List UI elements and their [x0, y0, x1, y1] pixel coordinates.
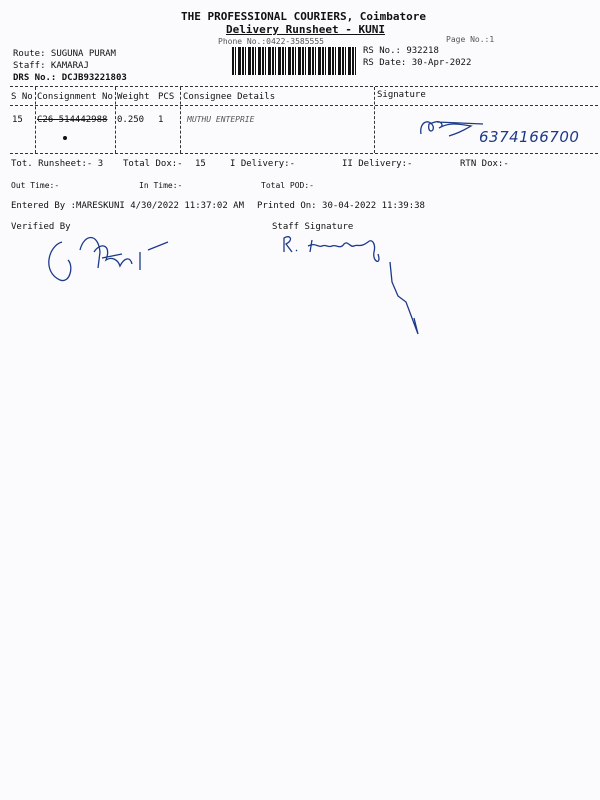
rs-number: RS No.: 932218 [363, 46, 439, 56]
col-divider [180, 87, 181, 153]
row-sno: 15 [12, 115, 23, 125]
col-header-pcs: PCS [158, 92, 175, 102]
total-pod: Total POD:- [261, 181, 314, 190]
total-dox-label: Total Dox:- [123, 159, 183, 169]
table-top-rule [10, 86, 598, 87]
ii-delivery: II Delivery:- [342, 159, 413, 169]
verifier-signature [40, 222, 180, 292]
col-divider [374, 87, 375, 153]
ink-dot [63, 136, 67, 140]
row-consignee: MUTHU ENTEPRIE [187, 115, 255, 124]
col-header-consignment: Consignment No [37, 92, 113, 102]
runsheet-title: Delivery Runsheet - KUNI [226, 23, 385, 36]
table-bottom-rule [10, 153, 598, 154]
barcode [232, 47, 358, 75]
in-time: In Time:- [139, 181, 183, 190]
verified-by-label: Verified By [11, 222, 71, 232]
tot-runsheet: Tot. Runsheet:- 3 [11, 159, 104, 169]
phone-number: Phone No.:0422-3585555 [218, 37, 324, 46]
row-pcs: 1 [158, 115, 164, 125]
row-consignment-no: C26 514442988 [37, 115, 108, 125]
route: Route: SUGUNA PURAM [13, 49, 116, 59]
company-title: THE PROFESSIONAL COURIERS, Coimbatore [181, 10, 427, 23]
col-divider [115, 87, 116, 153]
table-header-rule [10, 105, 598, 106]
col-divider [35, 87, 36, 153]
staff-handwritten-signature [278, 232, 423, 342]
entered-by: Entered By :MARESKUNI 4/30/2022 11:37:02 AM [11, 201, 244, 211]
col-header-consignee: Consignee Details [183, 92, 276, 102]
i-delivery: I Delivery:- [230, 159, 296, 169]
rtn-dox: RTN Dox:- [460, 159, 509, 169]
drs-number: DRS No.: DCJB93221803 [13, 73, 127, 83]
printed-on: Printed On: 30-04-2022 11:39:38 [257, 201, 425, 211]
col-header-sno: S No [11, 92, 33, 102]
staff: Staff: KAMARAJ [13, 61, 89, 71]
col-header-weight: Weight [117, 92, 150, 102]
row-weight: 0.250 [117, 115, 145, 125]
col-header-signature: Signature [377, 90, 426, 100]
handwritten-phone: 6374166700 [479, 128, 580, 146]
out-time: Out Time:- [11, 181, 60, 190]
total-dox-value: 15 [195, 159, 206, 169]
rs-date: RS Date: 30-Apr-2022 [363, 58, 472, 68]
staff-signature-label: Staff Signature [272, 222, 354, 232]
page-number: Page No.:1 [446, 35, 495, 44]
